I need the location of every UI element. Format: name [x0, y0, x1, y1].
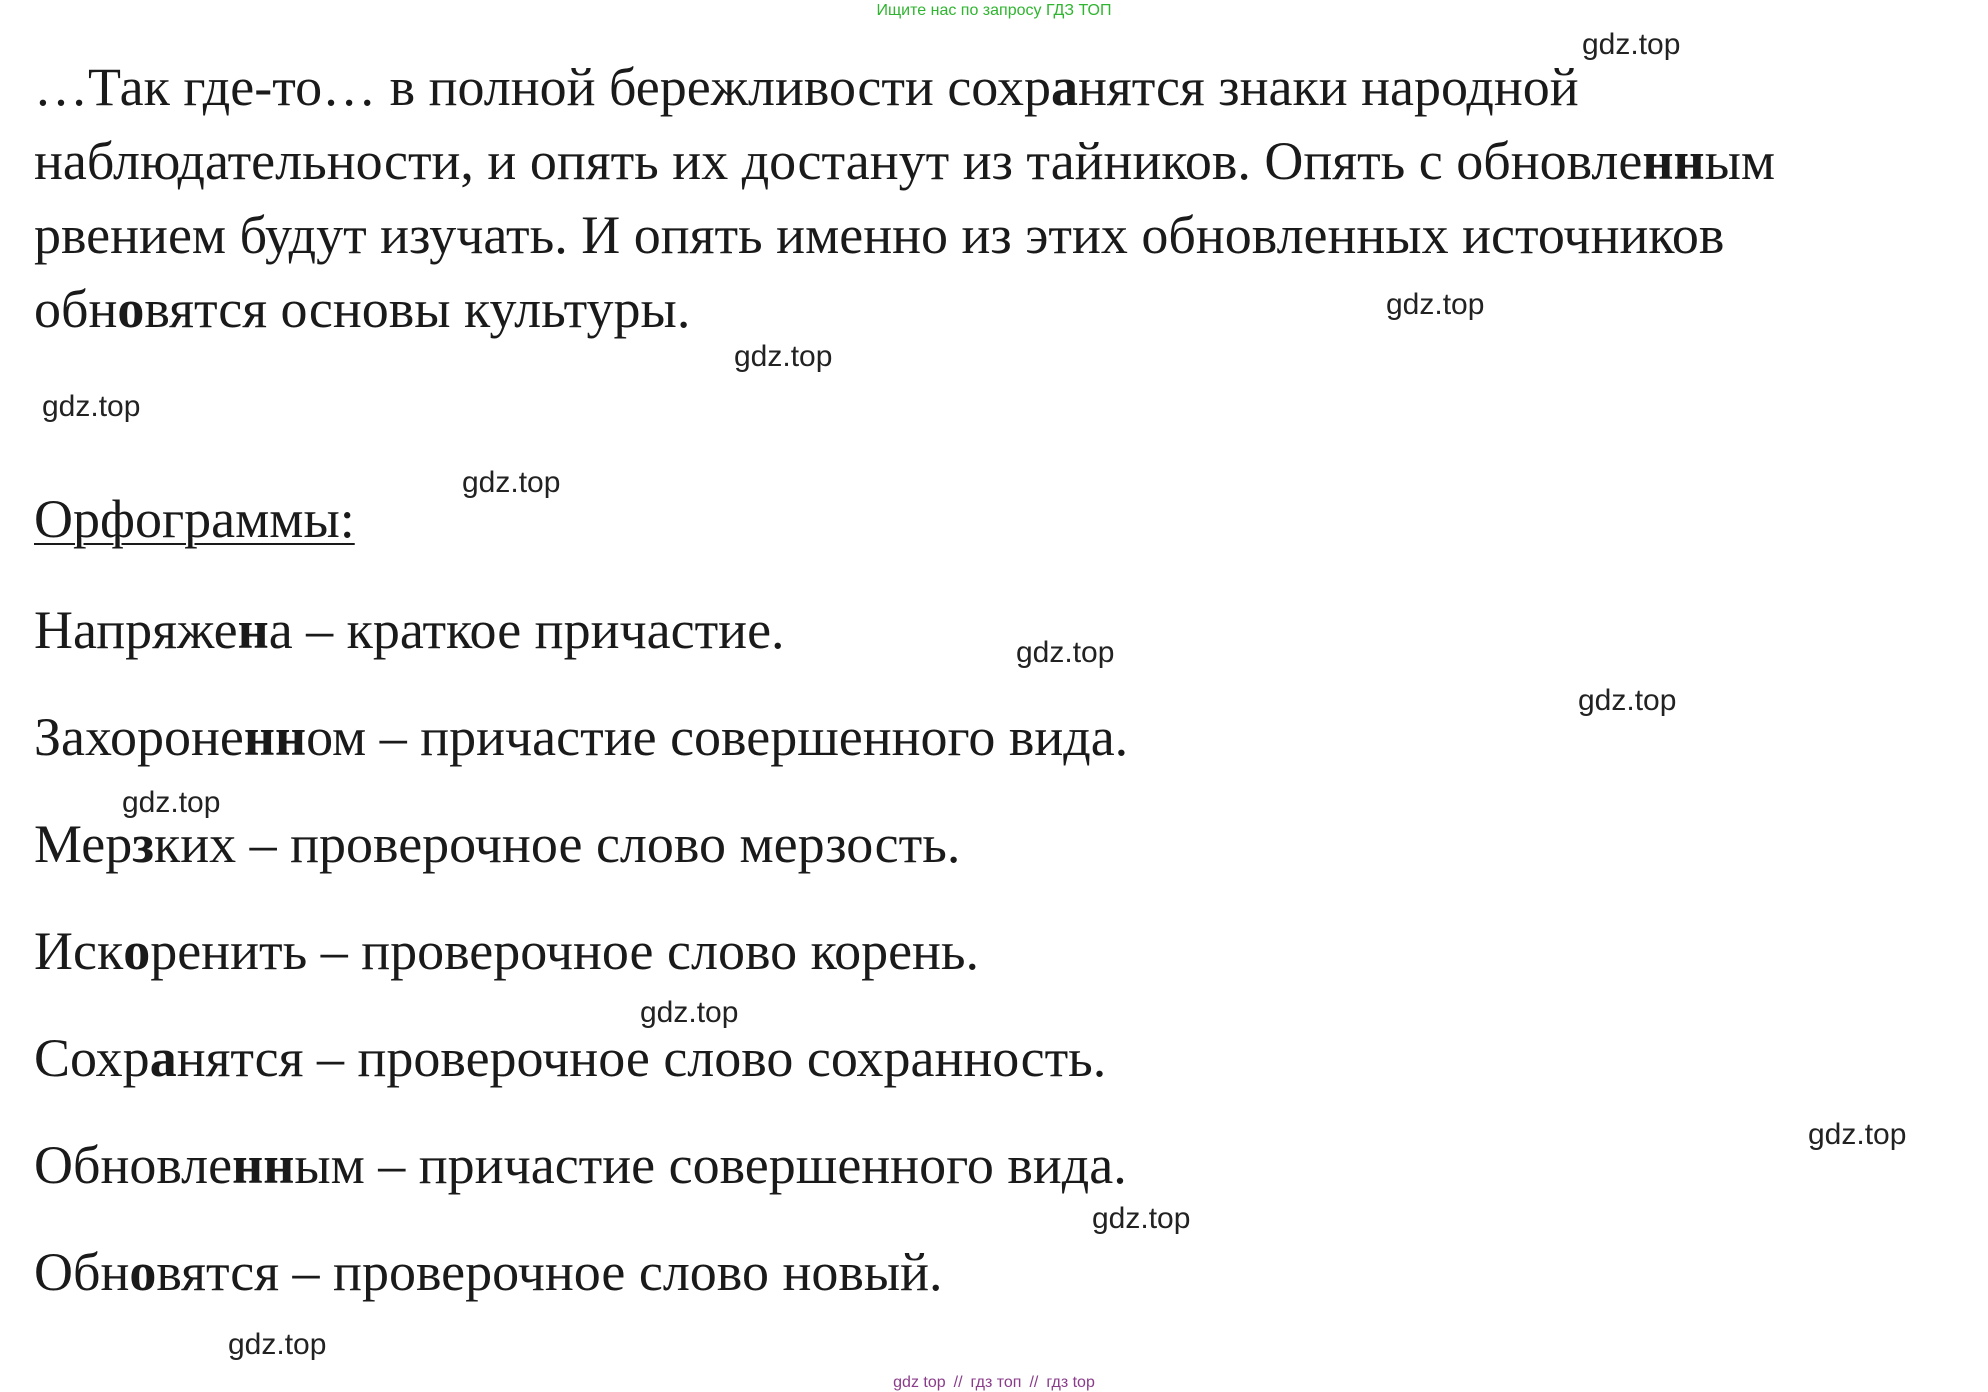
- passage-part: ым рвением будут изучать. И опять именно из этих обновленных источников обн: [34, 131, 1776, 339]
- rule-text: Обн: [34, 1242, 130, 1302]
- rule-bold: а: [149, 1028, 177, 1088]
- rule-item: [34, 914, 979, 988]
- passage-bold: а: [1050, 57, 1078, 117]
- watermark: gdz.top: [1016, 636, 1115, 669]
- rule-bold: н: [237, 600, 269, 660]
- rule-text: ренить – проверочное слово корень.: [150, 921, 980, 981]
- watermark: gdz.top: [1092, 1202, 1191, 1235]
- top-banner: Ищите нас по запросу ГДЗ ТОП: [876, 2, 1112, 19]
- watermark: gdz.top: [462, 466, 561, 499]
- passage-bold: нн: [1642, 131, 1705, 191]
- watermark: gdz.top: [734, 340, 833, 373]
- footer-separator: //: [1029, 1374, 1039, 1391]
- rule-item: [34, 593, 785, 667]
- watermark: gdz.top: [1808, 1118, 1907, 1151]
- rule-text: Напряже: [34, 600, 238, 660]
- passage-text: [34, 50, 1954, 346]
- rule-text: ом – причастие совершенного вида.: [306, 707, 1129, 767]
- watermark: gdz.top: [1578, 684, 1677, 717]
- passage-bold: о: [117, 279, 145, 339]
- passage-part: …Так где-то… в полной бережливости сохр: [34, 57, 1051, 117]
- rule-item: [34, 1128, 1127, 1202]
- watermark: gdz.top: [1386, 288, 1485, 321]
- rule-bold: о: [123, 921, 151, 981]
- rule-item: [34, 700, 1128, 774]
- rule-text: ым – причастие совершенного вида.: [294, 1135, 1127, 1195]
- rule-text: Сохр: [34, 1028, 150, 1088]
- rule-text: нятся – проверочное слово сохранность.: [176, 1028, 1107, 1088]
- rule-text: Мер: [34, 814, 133, 874]
- footer-link[interactable]: gdz top: [893, 1374, 946, 1391]
- rule-bold: нн: [243, 707, 307, 767]
- rule-text: а – краткое причастие.: [268, 600, 785, 660]
- watermark: gdz.top: [1582, 28, 1681, 61]
- orthograms-heading: Орфограммы:: [34, 489, 355, 549]
- rule-text: Иск: [34, 921, 124, 981]
- rule-item: [34, 1235, 943, 1309]
- footer-link[interactable]: гдз top: [1046, 1374, 1095, 1391]
- watermark: gdz.top: [640, 996, 739, 1029]
- footer-separator: //: [953, 1374, 963, 1391]
- rule-item: [34, 1021, 1106, 1095]
- footer-link[interactable]: гдз топ: [970, 1374, 1022, 1391]
- rule-bold: з: [132, 814, 154, 874]
- watermark: gdz.top: [228, 1328, 327, 1361]
- rule-bold: о: [129, 1242, 157, 1302]
- passage-part: вятся основы культуры.: [144, 279, 691, 339]
- rule-text: вятся – проверочное слово новый.: [156, 1242, 943, 1302]
- rule-bold: нн: [232, 1135, 295, 1195]
- rule-text: Захороне: [34, 707, 244, 767]
- passage-part: нятся знаки народной наблюдательности, и опять их достанут из тайников. Опять с обновле: [34, 57, 1643, 191]
- watermark: gdz.top: [122, 786, 221, 819]
- rule-text: ких – проверочное слово мерзость.: [153, 814, 961, 874]
- footer-links: [0, 1374, 1988, 1392]
- rule-text: Обновле: [34, 1135, 233, 1195]
- watermark: gdz.top: [42, 390, 141, 423]
